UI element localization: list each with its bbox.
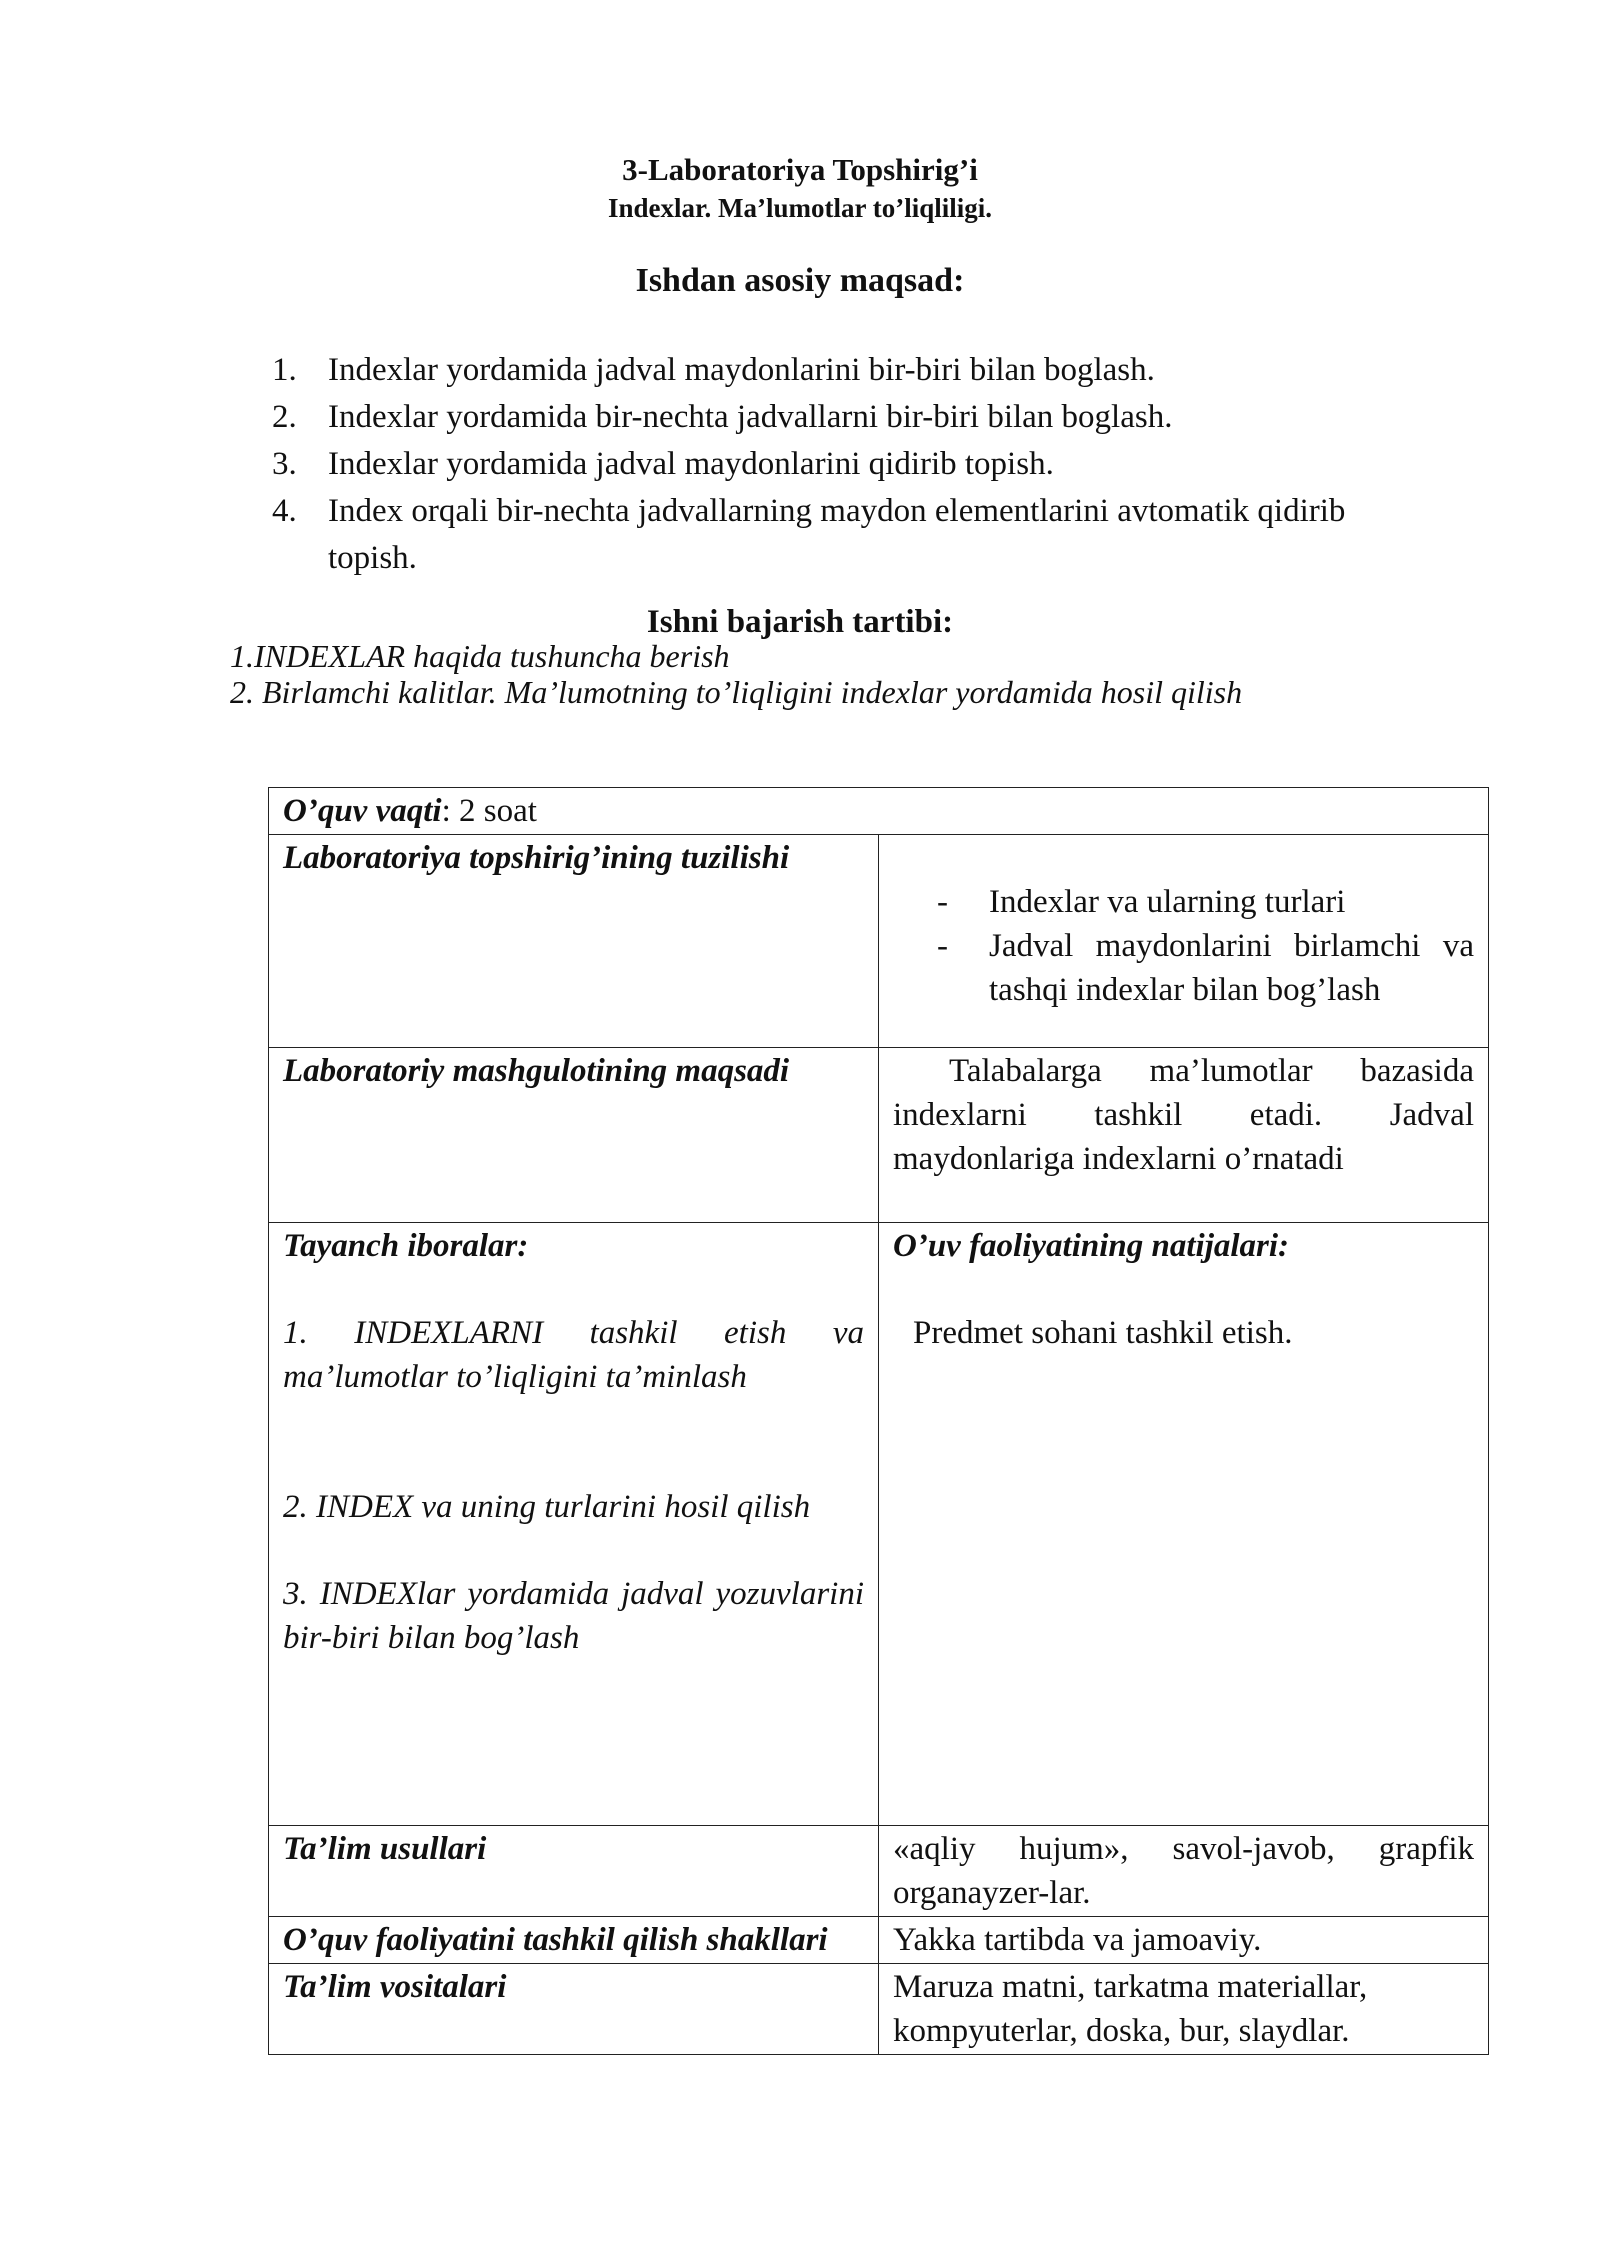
- goal-item-1: [272, 347, 1442, 394]
- dash-bullet: -: [937, 928, 948, 964]
- doc-title: 3-Laboratoriya Topshirig’i: [622, 152, 978, 187]
- tools-label: Ta’lim vositalari: [269, 1964, 879, 2055]
- structure-cell: [879, 835, 1489, 1048]
- procedure-step-1: 1.INDEXLAR haqida tushuncha berish: [230, 638, 730, 674]
- structure-item-2: [893, 924, 1474, 1012]
- lab-info-table: [268, 787, 1489, 2055]
- procedure-steps: [230, 638, 1530, 710]
- goal-heading: Ishdan asosiy maqsad:: [635, 262, 965, 299]
- keyword-item-2: 2. INDEX va uning turlarini hosil qilish: [283, 1489, 811, 1525]
- study-time-value: : 2 soat: [441, 793, 537, 829]
- row-methods: [269, 1826, 1489, 1917]
- keyword-item-3: 3. INDEXlar yordamida jadval yozuvlarini bir-biri bilan bog’lash: [283, 1576, 864, 1656]
- aim-value: Talabalarga ma’lumotlar bazasida indexlarni tashkil etadi. Jadval maydonlariga indexlarni o’rnatadi: [879, 1048, 1489, 1223]
- goal-text: Indexlar yordamida jadval maydonlarini qidirib topish.: [328, 446, 1054, 482]
- goal-number: 4.: [272, 493, 297, 529]
- goal-text: Indexlar yordamida bir-nechta jadvallarni bir-biri bilan boglash.: [328, 399, 1173, 435]
- study-time-cell: [269, 788, 1489, 835]
- goal-number: 1.: [272, 352, 297, 388]
- structure-list: [893, 880, 1474, 1012]
- study-time-label: O’quv vaqti: [283, 793, 442, 829]
- goal-text: Indexlar yordamida jadval maydonlarini bir-biri bilan boglash.: [328, 352, 1155, 388]
- forms-label: O’quv faoliyatini tashkil qilish shakllari: [269, 1917, 879, 1964]
- aim-label: Laboratoriy mashgulotining maqsadi: [269, 1048, 879, 1223]
- doc-subtitle: Indexlar. Ma’lumotlar to’liqliligi.: [607, 193, 992, 223]
- row-forms: [269, 1917, 1489, 1964]
- structure-item-text: Indexlar va ularning turlari: [989, 884, 1346, 920]
- row-structure: [269, 835, 1489, 1048]
- structure-label: Laboratoriya topshirig’ining tuzilishi: [269, 835, 879, 1048]
- forms-value: Yakka tartibda va jamoaviy.: [879, 1917, 1489, 1964]
- keywords-cell: [269, 1223, 879, 1826]
- row-tools: [269, 1964, 1489, 2055]
- keywords-label: Tayanch iboralar:: [283, 1228, 529, 1264]
- tools-value: Maruza matni, tarkatma materiallar, kompyuterlar, doska, bur, slaydlar.: [879, 1964, 1489, 2055]
- results-cell: [879, 1223, 1489, 1826]
- goal-number: 2.: [272, 399, 297, 435]
- goal-item-4: [272, 488, 1442, 582]
- goal-list: [272, 347, 1442, 582]
- procedure-step-2: 2. Birlamchi kalitlar. Ma’lumotning to’liqligini indexlar yordamida hosil qilish: [230, 674, 1243, 710]
- results-label: O’uv faoliyatining natijalari:: [893, 1228, 1290, 1264]
- dash-bullet: -: [937, 884, 948, 920]
- goal-item-2: [272, 394, 1442, 441]
- methods-value: «aqliy hujum», savol-javob, grapfik organayzer-lar.: [879, 1826, 1489, 1917]
- row-aim: [269, 1048, 1489, 1223]
- goal-number: 3.: [272, 446, 297, 482]
- goal-item-3: [272, 441, 1442, 488]
- structure-item-1: [893, 880, 1474, 924]
- row-keywords: [269, 1223, 1489, 1826]
- keyword-item-1: 1. INDEXLARNI tashkil etish va ma’lumotlar to’liqligini ta’minlash: [283, 1315, 864, 1395]
- row-study-time: [269, 788, 1489, 835]
- results-value: Predmet sohani tashkil etish.: [913, 1315, 1293, 1351]
- goal-text: Index orqali bir-nechta jadvallarning maydon elementlarini avtomatik qidirib topish.: [328, 493, 1346, 576]
- structure-item-text: Jadval maydonlarini birlamchi va tashqi indexlar bilan bog’lash: [989, 928, 1474, 1008]
- procedure-heading: Ishni bajarish tartibi:: [646, 604, 954, 640]
- methods-label: Ta’lim usullari: [269, 1826, 879, 1917]
